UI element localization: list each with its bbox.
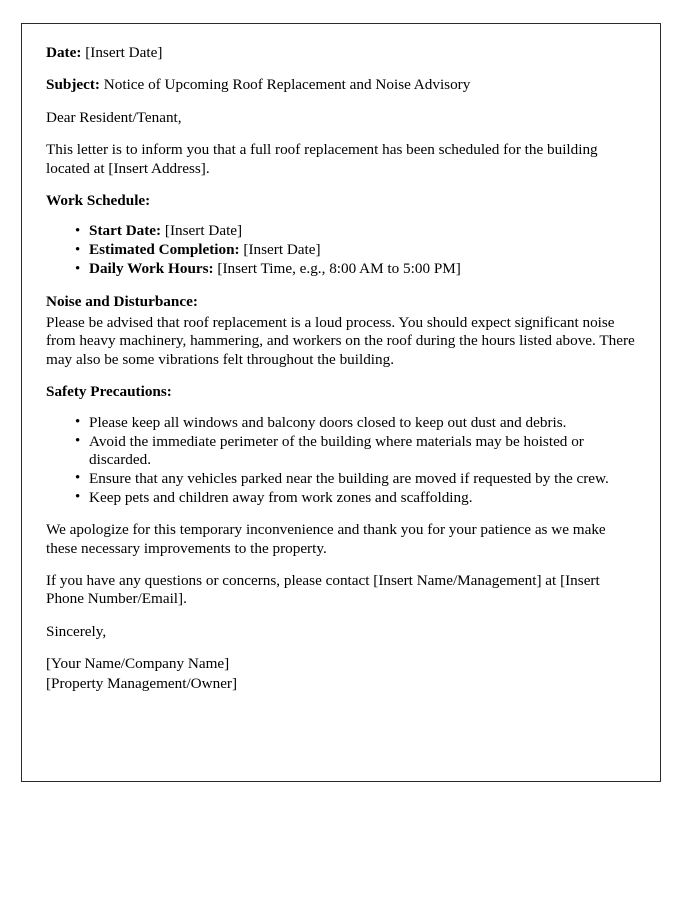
start-date-label: Start Date:: [89, 222, 162, 240]
subject-line: [46, 76, 635, 94]
noise-section-heading: Noise and Disturbance:: [46, 292, 198, 310]
list-item: • Avoid the immediate perimeter of the building where materials may be hoisted or discarded.: [89, 433, 635, 470]
daily-work-hours-value: [Insert Time, e.g., 8:00 AM to 5:00 PM]: [217, 260, 461, 278]
intro-paragraph: This letter is to inform you that a full roof replacement has been scheduled for the building located at [Insert Address].: [46, 141, 598, 177]
date-label: Date:: [46, 44, 82, 61]
start-date-value: [Insert Date]: [164, 222, 243, 240]
safety-section-heading: Safety Precautions:: [46, 383, 172, 401]
list-item: [89, 222, 635, 240]
closing-line: Sincerely,: [46, 622, 107, 640]
list-item: [89, 241, 635, 259]
contact-paragraph: If you have any questions or concerns, please contact [Insert Name/Management] at [Insert Phone Number/Email].: [46, 572, 600, 608]
apology-paragraph: We apologize for this temporary inconvenience and thank you for your patience as we make these necessary improvements to the property.: [46, 521, 606, 557]
list-item: [89, 260, 635, 278]
signature-role-line: [Property Management/Owner]: [46, 674, 238, 692]
work-schedule-heading: Work Schedule:: [46, 192, 151, 210]
subject-label: Subject:: [46, 76, 100, 94]
date-line: [46, 44, 635, 62]
estimated-completion-value: [Insert Date]: [243, 241, 321, 259]
safety-precautions-list: [46, 414, 635, 508]
letter-border-frame: [21, 23, 661, 782]
estimated-completion-label: Estimated Completion:: [89, 241, 240, 259]
date-value: [Insert Date]: [85, 44, 163, 61]
daily-work-hours-label: Daily Work Hours:: [89, 260, 214, 278]
work-schedule-list: [46, 222, 635, 278]
signature-name-line: [Your Name/Company Name]: [46, 655, 230, 673]
list-item: • Keep pets and children away from work zones and scaffolding.: [89, 489, 635, 507]
list-item: • Ensure that any vehicles parked near the building are moved if requested by the crew.: [89, 470, 635, 488]
letter-content: [46, 44, 635, 694]
subject-value: Notice of Upcoming Roof Replacement and Noise Advisory: [103, 76, 471, 94]
signature-block: [46, 655, 635, 693]
salutation: Dear Resident/Tenant,: [46, 108, 182, 126]
noise-section-body: Please be advised that roof replacement is a loud process. You should expect significant noise from heavy machinery, hammering, and workers on the roof during the hours listed above. There may also be some vibrations felt throughout the building.: [46, 314, 635, 368]
list-item: • Please keep all windows and balcony doors closed to keep out dust and debris.: [89, 414, 635, 432]
